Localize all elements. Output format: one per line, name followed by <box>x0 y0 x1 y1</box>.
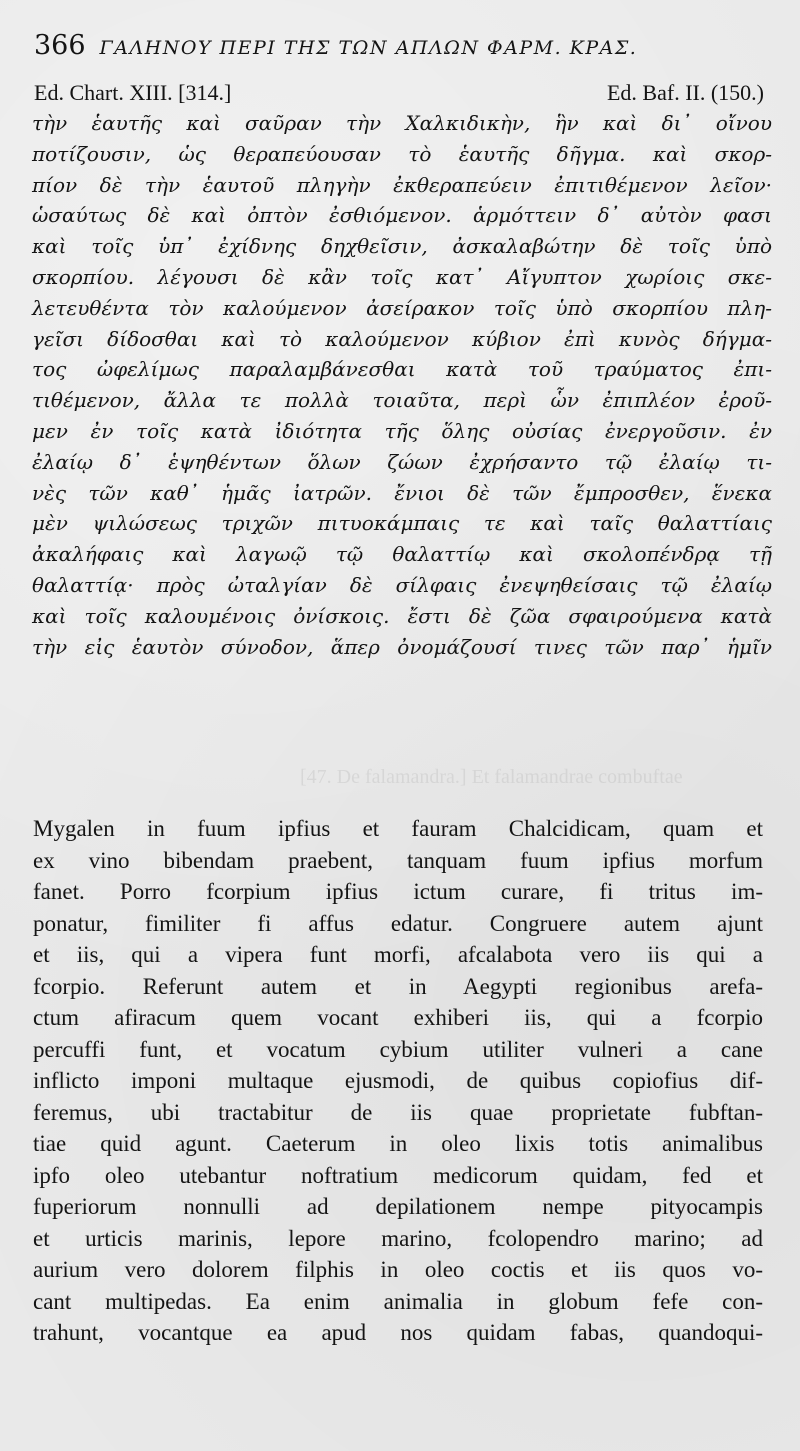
latin-line: fanet. Porro fcorpium ipfius ictum curare, fi tritus im- <box>33 879 763 904</box>
latin-line: percuffi funt, et vocatum cybium utiliter vulneri a cane <box>33 1036 763 1062</box>
greek-text-block <box>32 108 772 662</box>
latin-line: inflicto imponi multaque ejusmodi, de quibus copiofius dif- <box>33 1068 763 1093</box>
edition-right: Ed. Baf. II. (150.) <box>606 80 764 105</box>
greek-line: μὲν ψιλώσεως τριχῶν πιτυοκάμπαις τε καὶ ταῖς θαλαττίαις <box>32 511 772 536</box>
page-number: 366 <box>34 30 86 61</box>
bleed-through-text: [47. De falamandra.] Et falamandrae combuftae <box>300 766 683 788</box>
greek-line: τὴν εἰς ἑαυτὸν σύνοδον, ἅπερ ὀνομάζουσί τινες τῶν παρ᾽ ἡμῖν <box>32 634 772 659</box>
edition-left: Ed. Chart. XIII. [314.] <box>34 80 232 105</box>
greek-line: ποτίζουσιν, ὡς θεραπεύουσαν τὸ ἑαυτῆς δῆγμα. καὶ σκορ- <box>32 141 772 166</box>
latin-text-block <box>33 813 763 1349</box>
latin-line: feremus, ubi tractabitur de iis quae proprietate fubftan- <box>33 1099 763 1125</box>
latin-line: trahunt, vocantque ea apud nos quidam fabas, quandoqui- <box>33 1320 763 1345</box>
greek-line: τος ὠφελίμως παραλαμβάνεσθαι κατὰ τοῦ τραύματος ἐπι- <box>32 357 772 382</box>
latin-line: ctum afiracum quem vocant exhiberi iis, qui a fcorpio <box>33 1005 763 1030</box>
greek-line: τιθέμενον, ἄλλα τε πολλὰ τοιαῦτα, περὶ ὧν ἐπιπλέον ἐροῦ- <box>32 388 772 413</box>
edition-line <box>34 80 764 106</box>
greek-line: γεῖσι δίδοσθαι καὶ τὸ καλούμενον κύβιον ἐπὶ κυνὸς δήγμα- <box>32 326 772 351</box>
latin-line: aurium vero dolorem filphis in oleo coctis et iis quos vo- <box>33 1257 763 1282</box>
latin-line: fcorpio. Referunt autem et in Aegypti regionibus arefa- <box>33 973 763 999</box>
latin-line: ipfo oleo utebantur noftratium medicorum quidam, fed et <box>33 1162 763 1188</box>
latin-line: ponatur, fimiliter fi affus edatur. Congruere autem ajunt <box>33 910 763 936</box>
running-head <box>34 30 774 61</box>
greek-line: τὴν ἑαυτῆς καὶ σαῦραν τὴν Χαλκιδικὴν, ἣν καὶ δι᾽ οἴνου <box>32 111 772 135</box>
greek-line: ἀκαλήφαις καὶ λαγωῷ τῷ θαλαττίῳ καὶ σκολοπένδρᾳ τῇ <box>32 542 772 567</box>
running-title: ΓΑΛΗΝΟΥ ΠΕΡΙ ΤΗΣ ΤΩΝ ΑΠΛΩΝ ΦΑΡΜ. ΚΡΑΣ. <box>99 37 638 59</box>
latin-line: tiae quid agunt. Caeterum in oleo lixis totis animalibus <box>33 1131 763 1156</box>
greek-line: θαλαττίᾳ· πρὸς ὠταλγίαν δὲ σίλφαις ἐνεψηθείσαις τῷ ἐλαίῳ <box>32 572 772 597</box>
greek-line: λετευθέντα τὸν καλούμενον ἀσείρακον τοῖς ὑπὸ σκορπίου πλη- <box>32 295 772 320</box>
greek-line: νὲς τῶν καθ᾽ ἡμᾶς ἰατρῶν. ἔνιοι δὲ τῶν ἔμπροσθεν, ἕνεκα <box>32 480 772 505</box>
latin-line: cant multipedas. Ea enim animalia in globum fefe con- <box>33 1288 763 1314</box>
greek-line: ὡσαύτως δὲ καὶ ὀπτὸν ἐσθιόμενον. ἁρμόττειν δ᾽ αὐτὸν φασι <box>32 203 772 228</box>
latin-line: fuperiorum nonnulli ad depilationem nempe pityocampis <box>33 1194 763 1219</box>
latin-line: Mygalen in fuum ipfius et fauram Chalcidicam, quam et <box>33 816 763 841</box>
latin-line: ex vino bibendam praebent, tanquam fuum ipfius morfum <box>33 847 763 873</box>
latin-line: et urticis marinis, lepore marino, fcolopendro marino; ad <box>33 1225 763 1251</box>
latin-line: et iis, qui a vipera funt morfi, afcalabota vero iis qui a <box>33 942 763 967</box>
greek-line: καὶ τοῖς καλουμένοις ὀνίσκοις. ἔστι δὲ ζῶα σφαιρούμενα κατὰ <box>32 603 772 628</box>
greek-line: μεν ἐν τοῖς κατὰ ἰδιότητα τῆς ὅλης οὐσίας ἐνεργοῦσιν. ἐν <box>32 418 772 443</box>
greek-line: ἐλαίῳ δ᾽ ἑψηθέντων ὅλων ζώων ἐχρήσαντο τῷ ἐλαίῳ τι- <box>32 449 772 474</box>
greek-line: καὶ τοῖς ὑπ᾽ ἐχίδνης δηχθεῖσιν, ἀσκαλαβώτην δὲ τοῖς ὑπὸ <box>32 234 772 259</box>
greek-line: πίον δὲ τὴν ἑαυτοῦ πληγὴν ἐκθεραπεύειν ἐπιτιθέμενον λεῖον· <box>32 172 772 197</box>
greek-line: σκορπίου. λέγουσι δὲ κἂν τοῖς κατ᾽ Αἴγυπτον χωρίοις σκε- <box>32 264 772 289</box>
